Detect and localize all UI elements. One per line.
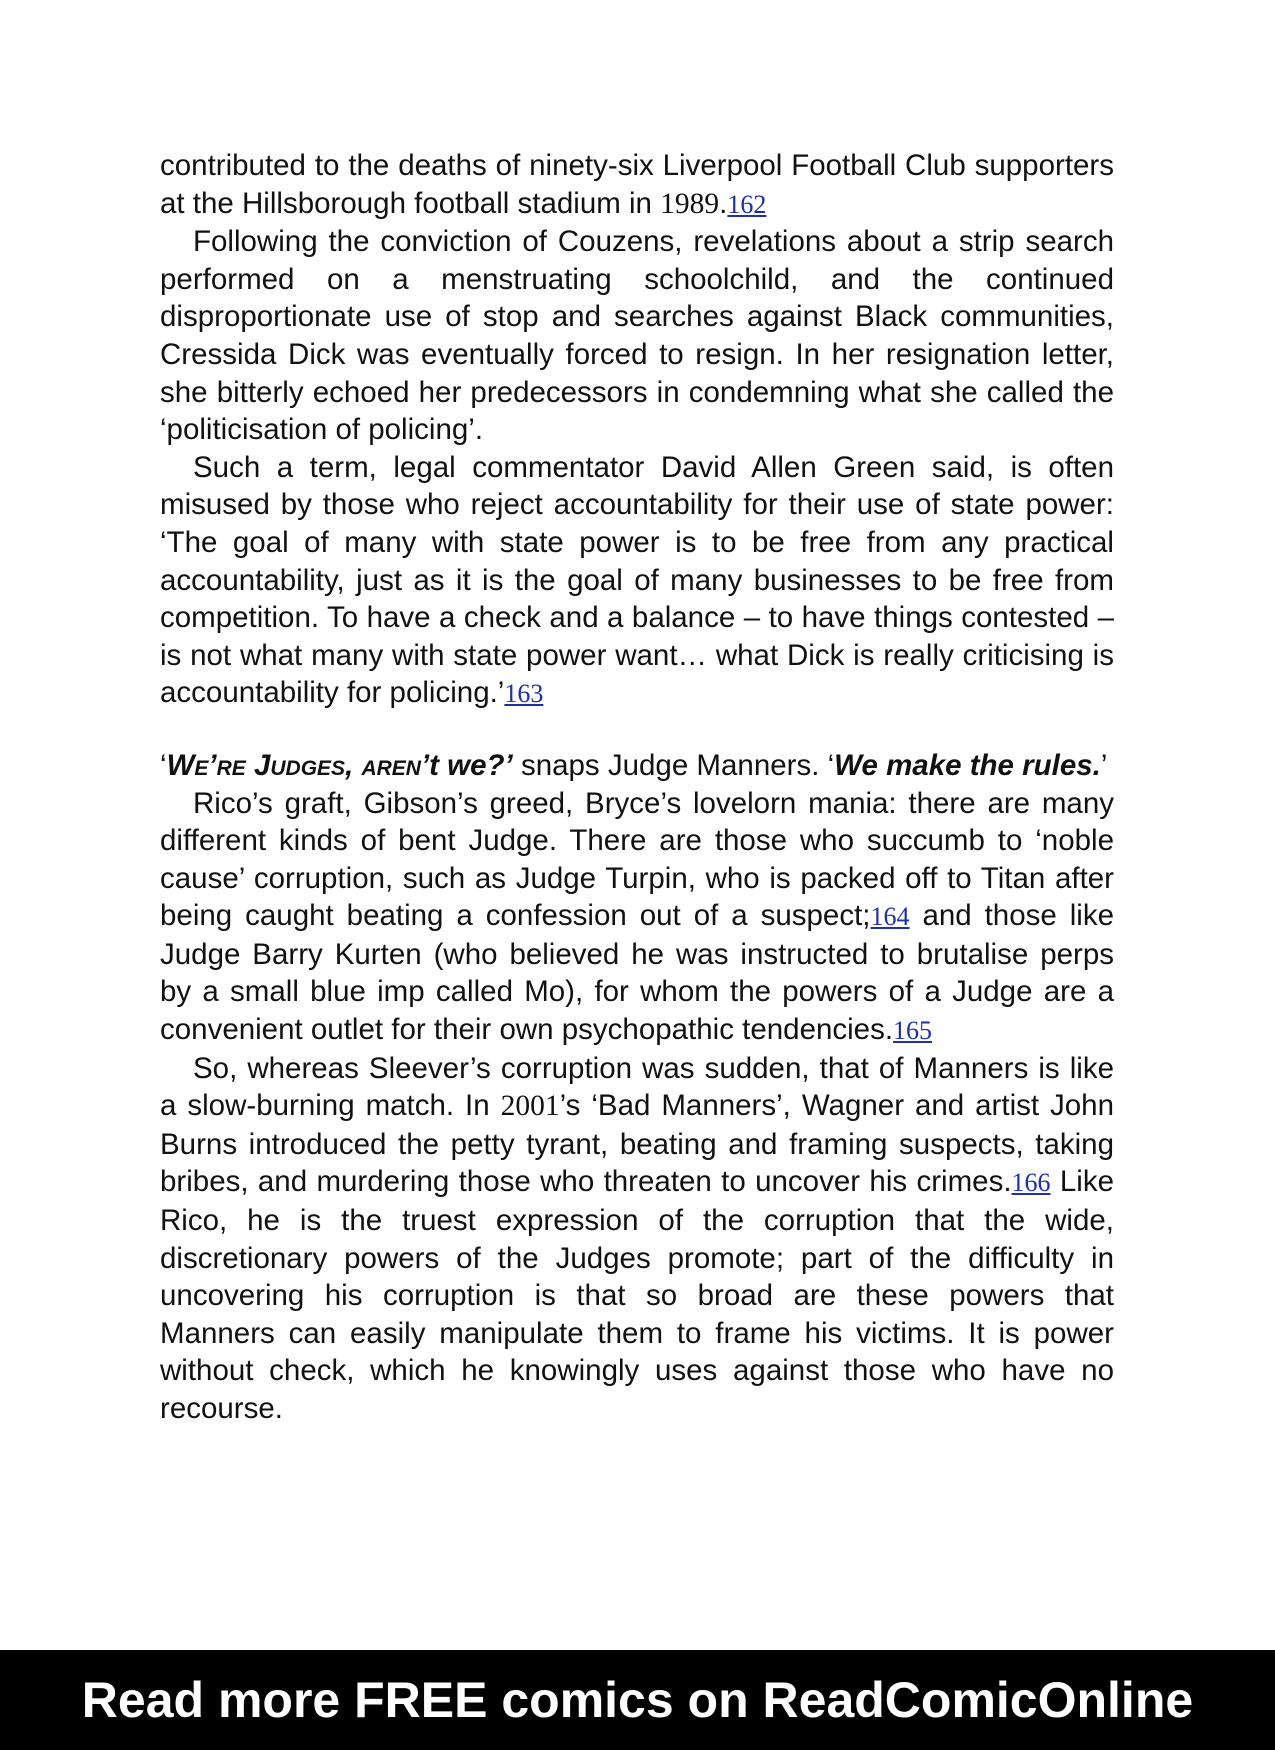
punctuation: . xyxy=(719,186,728,220)
paragraph-text: So, whereas Sleever’s corruption was sudden, that of Manners is like a slow-burning match. In xyxy=(160,1051,1114,1123)
promo-banner[interactable] xyxy=(0,1650,1275,1750)
paragraph-text: contributed to the deaths of ninety-six Liverpool Football Club supporters at the Hillsborough football stadium in xyxy=(160,149,1114,220)
paragraph xyxy=(160,223,1114,449)
footnote-link-166[interactable]: 166 xyxy=(1011,1168,1051,1198)
paragraph xyxy=(160,1050,1114,1428)
paragraph-text: Like Rico, he is the truest expression of the corruption that the wide, discretionary powers of the Judges promote; part of the difficulty in uncovering his corruption is that so broad are these powers that Manners can easily manipulate them to frame his victims. It is power without check, which he knowingly uses against those who have no recourse. xyxy=(160,1165,1114,1425)
paragraph-text: and those like Judge Barry Kurten (who believed he was instructed to brutalise perps by a small blue imp called Mo), for whom the powers of a Judge are a convenient outlet for their own psychopathic tendencies. xyxy=(160,899,1114,1047)
footnote-link-164[interactable]: 164 xyxy=(870,902,910,932)
paragraph-continuation xyxy=(160,147,1114,223)
year-text: 2001 xyxy=(500,1090,560,1123)
smallcaps-lead-in: We’re Judges, aren’ xyxy=(166,748,430,782)
paragraph-text: ’s ‘Bad Manners’, Wagner and artist John Burns introduced the petty tyrant, beating and framing suspects, taking bribes, and murdering those who threaten to uncover his crimes. xyxy=(160,1089,1114,1199)
close-quote: ’ xyxy=(1100,748,1108,782)
year-text: 1989 xyxy=(660,187,720,220)
promo-banner-text: Read more FREE comics on ReadComicOnline xyxy=(81,1672,1194,1728)
section-opening-paragraph xyxy=(160,747,1114,785)
footnote-link-162[interactable]: 162 xyxy=(727,189,767,219)
open-quote: ‘ xyxy=(160,748,167,782)
paragraph-text: Such a term, legal commentator David Allen Green said, is often misused by those who reject accountability for their use of state power: ‘The goal of many with state power is to be free from any practical accountability, just as it is the goal of many businesses to be free from competition. To have a check and a balance – to have things contested – is not what many with state power want… what Dick is really criticising is accountability for policing.’ xyxy=(160,450,1114,710)
bold-quote: We make the rules. xyxy=(834,748,1101,782)
paragraph-text: Rico’s graft, Gibson’s greed, Bryce’s lovelorn mania: there are many different kinds of bent Judge. There are those who succumb to ‘noble cause’ corruption, such as Judge Turpin, who is packed off to Titan after being caught beating a confession out of a suspect; xyxy=(160,786,1114,933)
paragraph xyxy=(160,449,1114,713)
footnote-link-163[interactable]: 163 xyxy=(504,679,544,709)
bold-lead-in: t we?’ xyxy=(429,748,513,782)
page-body-text xyxy=(160,147,1114,1428)
footnote-link-165[interactable]: 165 xyxy=(893,1016,933,1046)
paragraph-text: Following the conviction of Couzens, revelations about a strip search performed on a menstruating schoolchild, and the continued disproportionate use of stop and searches against Black communities, Cressida Dick was eventually forced to resign. In her resignation letter, she bitterly echoed her predecessors in condemning what she called the ‘politicisation of policing’. xyxy=(160,225,1114,447)
paragraph xyxy=(160,785,1114,1050)
paragraph-text: snaps Judge Manners. ‘ xyxy=(512,748,835,782)
